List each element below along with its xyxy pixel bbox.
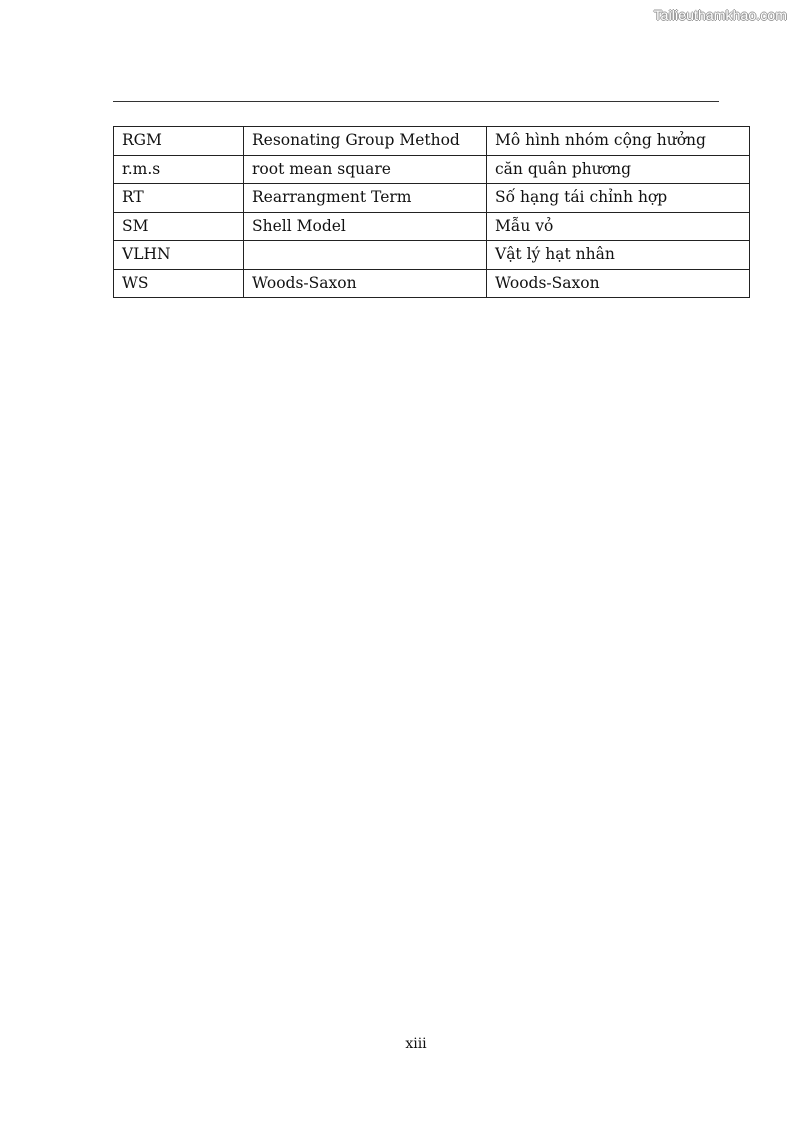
abbreviation-cell: SM: [114, 212, 244, 241]
watermark-text: Tailieuthamkhao.com: [653, 7, 787, 23]
abbreviation-cell: VLHN: [114, 241, 244, 270]
table-row: [114, 269, 750, 298]
abbreviation-cell: r.m.s: [114, 155, 244, 184]
abbreviation-cell: RGM: [114, 127, 244, 156]
table-row: [114, 241, 750, 270]
vietnamese-term-cell: Vật lý hạt nhân: [487, 241, 750, 270]
vietnamese-term-cell: Mẫu vỏ: [487, 212, 750, 241]
table-row: [114, 212, 750, 241]
abbreviation-cell: WS: [114, 269, 244, 298]
vietnamese-term-cell: căn quân phương: [487, 155, 750, 184]
english-term-cell: Resonating Group Method: [244, 127, 487, 156]
header-rule: [113, 101, 719, 102]
vietnamese-term-cell: Mô hình nhóm cộng hưởng: [487, 127, 750, 156]
table-row: [114, 184, 750, 213]
english-term-cell: [244, 241, 487, 270]
english-term-cell: Shell Model: [244, 212, 487, 241]
english-term-cell: root mean square: [244, 155, 487, 184]
abbreviation-cell: RT: [114, 184, 244, 213]
english-term-cell: Rearrangment Term: [244, 184, 487, 213]
abbreviation-table: [113, 126, 750, 298]
vietnamese-term-cell: Số hạng tái chỉnh hợp: [487, 184, 750, 213]
table-row: [114, 127, 750, 156]
table-row: [114, 155, 750, 184]
english-term-cell: Woods-Saxon: [244, 269, 487, 298]
vietnamese-term-cell: Woods-Saxon: [487, 269, 750, 298]
page-number: xiii: [405, 1036, 427, 1052]
